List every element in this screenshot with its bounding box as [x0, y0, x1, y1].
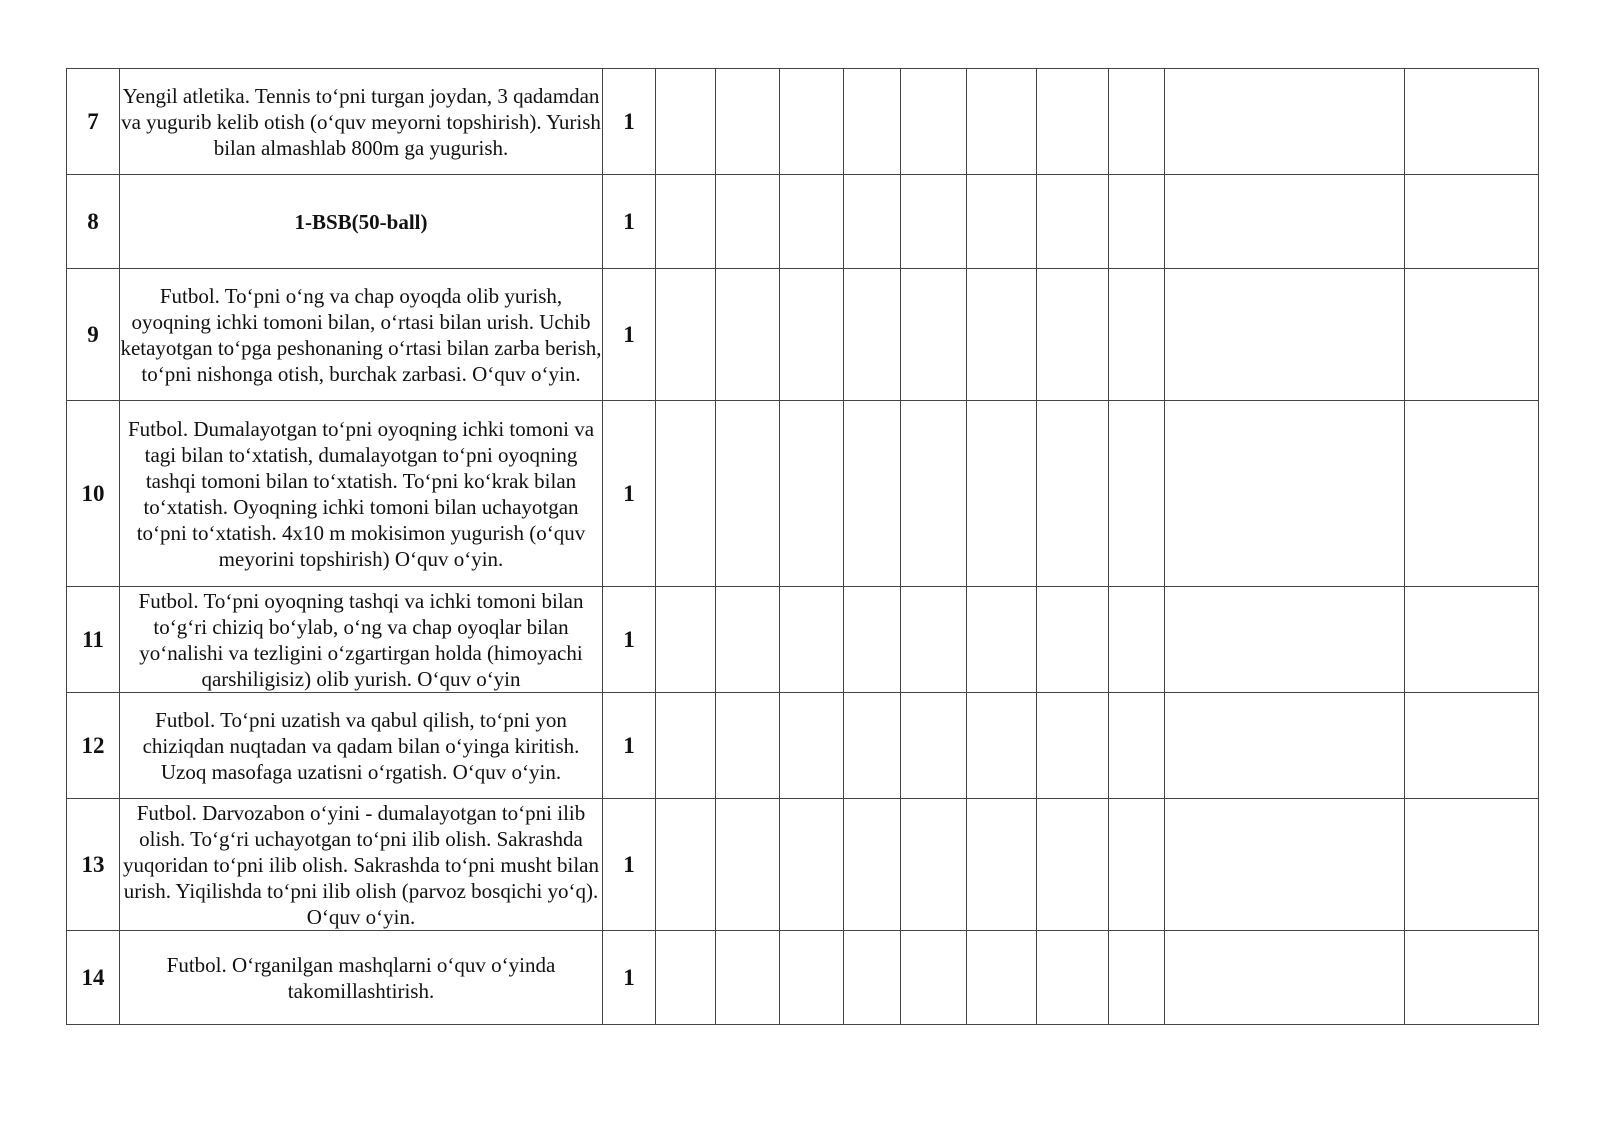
empty-cell — [1037, 269, 1109, 401]
empty-cell — [1165, 269, 1405, 401]
empty-cell — [1165, 799, 1405, 931]
empty-cell — [1405, 269, 1539, 401]
empty-cell — [901, 693, 967, 799]
table-row — [67, 401, 1539, 587]
table-row — [67, 799, 1539, 931]
empty-cell — [1037, 799, 1109, 931]
lesson-topic: Futbol. To‘pni oyoqning tashqi va ichki tomoni bilan to‘g‘ri chiziq bo‘ylab, o‘ng va chap oyoqlar bilan yo‘nalishi va tezligini o‘zgartirgan holda (himoyachi qarshiligisiz) olib yurish. O‘quv o‘yin — [120, 587, 603, 693]
empty-cell — [1165, 175, 1405, 269]
empty-cell — [716, 401, 780, 587]
empty-cell — [844, 175, 901, 269]
empty-cell — [1037, 401, 1109, 587]
empty-cell — [780, 175, 844, 269]
lesson-hours: 1 — [603, 401, 656, 587]
empty-cell — [1405, 175, 1539, 269]
empty-cell — [716, 269, 780, 401]
empty-cell — [967, 587, 1037, 693]
empty-cell — [1109, 269, 1165, 401]
empty-cell — [967, 401, 1037, 587]
empty-cell — [1109, 693, 1165, 799]
lesson-plan-table — [66, 68, 1539, 1025]
table-row — [67, 175, 1539, 269]
empty-cell — [656, 69, 716, 175]
lesson-number: 7 — [67, 69, 120, 175]
empty-cell — [1405, 587, 1539, 693]
lesson-hours: 1 — [603, 587, 656, 693]
empty-cell — [1037, 175, 1109, 269]
empty-cell — [656, 587, 716, 693]
empty-cell — [967, 175, 1037, 269]
empty-cell — [716, 799, 780, 931]
empty-cell — [656, 269, 716, 401]
empty-cell — [901, 931, 967, 1025]
empty-cell — [780, 587, 844, 693]
lesson-topic: Futbol. O‘rganilgan mashqlarni o‘quv o‘yinda takomillashtirish. — [120, 931, 603, 1025]
lesson-number: 14 — [67, 931, 120, 1025]
empty-cell — [844, 693, 901, 799]
lesson-topic: Futbol. To‘pni o‘ng va chap oyoqda olib yurish, oyoqning ichki tomoni bilan, o‘rtasi bilan urish. Uchib ketayotgan to‘pga peshonaning o‘rtasi bilan zarba berish, to‘pni nishonga otish, burchak zarbasi. O‘quv o‘yin. — [120, 269, 603, 401]
empty-cell — [967, 931, 1037, 1025]
empty-cell — [656, 401, 716, 587]
empty-cell — [1109, 799, 1165, 931]
empty-cell — [1405, 401, 1539, 587]
empty-cell — [1165, 693, 1405, 799]
empty-cell — [656, 693, 716, 799]
table-row — [67, 693, 1539, 799]
empty-cell — [780, 269, 844, 401]
lesson-number: 12 — [67, 693, 120, 799]
lesson-topic: Futbol. Dumalayotgan to‘pni oyoqning ichki tomoni va tagi bilan to‘xtatish, dumalayotgan to‘pni oyoqning tashqi tomoni bilan to‘xtatish. To‘pni ko‘krak bilan to‘xtatish. Oyoqning ichki tomoni bilan uchayotgan to‘pni to‘xtatish. 4x10 m mokisimon yugurish (o‘quv meyorini topshirish) O‘quv o‘yin. — [120, 401, 603, 587]
empty-cell — [780, 693, 844, 799]
lesson-number: 9 — [67, 269, 120, 401]
empty-cell — [1405, 693, 1539, 799]
empty-cell — [967, 693, 1037, 799]
lesson-hours: 1 — [603, 693, 656, 799]
lesson-number: 8 — [67, 175, 120, 269]
empty-cell — [1165, 931, 1405, 1025]
empty-cell — [901, 269, 967, 401]
empty-cell — [1165, 587, 1405, 693]
lesson-hours: 1 — [603, 175, 656, 269]
table-row — [67, 587, 1539, 693]
empty-cell — [780, 931, 844, 1025]
lesson-number: 11 — [67, 587, 120, 693]
empty-cell — [1165, 401, 1405, 587]
empty-cell — [844, 931, 901, 1025]
table-row — [67, 269, 1539, 401]
empty-cell — [780, 69, 844, 175]
empty-cell — [1037, 69, 1109, 175]
empty-cell — [1109, 401, 1165, 587]
lesson-topic: Futbol. Darvozabon o‘yini - dumalayotgan to‘pni ilib olish. To‘g‘ri uchayotgan to‘pni ilib olish. Sakrashda yuqoridan to‘pni ilib olish. Sakrashda to‘pni musht bilan urish. Yiqilishda to‘pni ilib olish (parvoz bosqichi yo‘q). O‘quv o‘yin. — [120, 799, 603, 931]
empty-cell — [844, 401, 901, 587]
empty-cell — [780, 401, 844, 587]
empty-cell — [1037, 931, 1109, 1025]
lesson-hours: 1 — [603, 931, 656, 1025]
table-row — [67, 69, 1539, 175]
empty-cell — [844, 587, 901, 693]
empty-cell — [780, 799, 844, 931]
lesson-topic: Yengil atletika. Tennis to‘pni turgan joydan, 3 qadamdan va yugurib kelib otish (o‘quv meyorni topshirish). Yurish bilan almashlab 800m ga yugurish. — [120, 69, 603, 175]
empty-cell — [1037, 587, 1109, 693]
empty-cell — [1405, 931, 1539, 1025]
empty-cell — [1165, 69, 1405, 175]
empty-cell — [1109, 587, 1165, 693]
empty-cell — [656, 175, 716, 269]
empty-cell — [844, 269, 901, 401]
table-row — [67, 931, 1539, 1025]
lesson-topic: Futbol. To‘pni uzatish va qabul qilish, to‘pni yon chiziqdan nuqtadan va qadam bilan o‘yinga kiritish. Uzoq masofaga uzatisni o‘rgatish. O‘quv o‘yin. — [120, 693, 603, 799]
empty-cell — [844, 69, 901, 175]
lesson-topic: 1-BSB(50-ball) — [120, 175, 603, 269]
empty-cell — [967, 269, 1037, 401]
empty-cell — [901, 69, 967, 175]
empty-cell — [716, 175, 780, 269]
lesson-number: 13 — [67, 799, 120, 931]
lesson-hours: 1 — [603, 269, 656, 401]
empty-cell — [716, 587, 780, 693]
empty-cell — [901, 175, 967, 269]
empty-cell — [1405, 799, 1539, 931]
empty-cell — [967, 69, 1037, 175]
empty-cell — [656, 799, 716, 931]
empty-cell — [656, 931, 716, 1025]
empty-cell — [844, 799, 901, 931]
empty-cell — [1109, 69, 1165, 175]
empty-cell — [901, 401, 967, 587]
empty-cell — [901, 799, 967, 931]
lesson-number: 10 — [67, 401, 120, 587]
empty-cell — [716, 931, 780, 1025]
empty-cell — [1037, 693, 1109, 799]
empty-cell — [901, 587, 967, 693]
empty-cell — [1109, 175, 1165, 269]
empty-cell — [967, 799, 1037, 931]
lesson-hours: 1 — [603, 799, 656, 931]
empty-cell — [716, 69, 780, 175]
empty-cell — [1109, 931, 1165, 1025]
empty-cell — [716, 693, 780, 799]
lesson-hours: 1 — [603, 69, 656, 175]
empty-cell — [1405, 69, 1539, 175]
